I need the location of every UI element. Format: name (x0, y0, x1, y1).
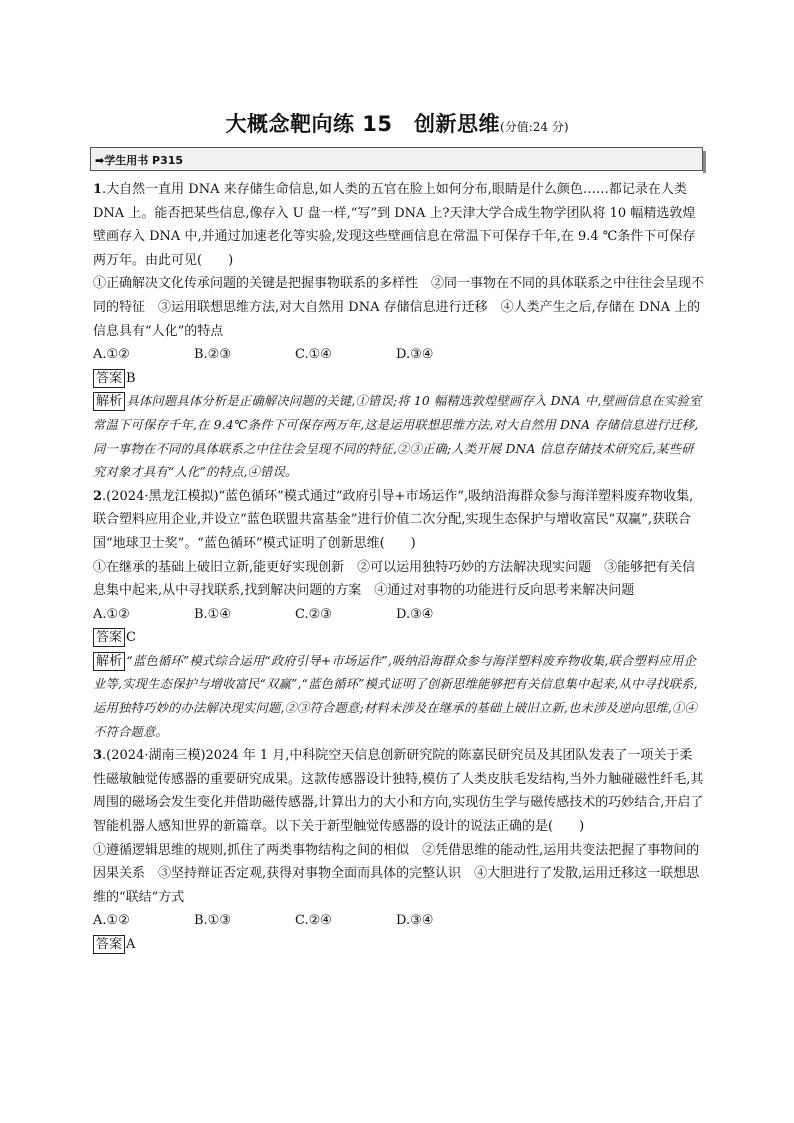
question-3-stem-text: .(2024·湖南三模)2024 年 1 月,中科院空天信息创新研究院的陈嘉民研究员及其团队发表了一项关于柔性磁敏触觉传感器的重要研究成果。这款传感器设计独特,模仿了人类皮肤毛发结构,当外力触碰磁性纤毛,其周围的磁场会发生变化并借助磁传感器,计算出力的大小和方向,实现仿生学与磁传感技术的巧妙结合,开启了智能机器人感知世界的新篇章。以下关于新型触觉传感器的设计的说法正确的是( ) (93, 748, 704, 835)
choice-c: C.①④ (295, 347, 332, 363)
student-book-reference-bar (90, 147, 703, 171)
explanation-label: 解析 (93, 652, 125, 671)
question-3-stem (93, 744, 705, 838)
question-3-answer (93, 933, 705, 957)
answer-label: 答案 (93, 935, 125, 954)
choice-a: A.①② (93, 606, 130, 622)
question-2-number: 2 (93, 488, 103, 504)
question-1-answer (93, 367, 705, 391)
choice-c: C.②③ (295, 606, 332, 622)
question-1 (93, 178, 705, 485)
question-2-stem-text: .(2024·黑龙江模拟)“蓝色循环”模式通过“政府引导+市场运作”,吸纳沿海群众参与海洋塑料废弃物收集,联合塑料应用企业,并设立“蓝色联盟共富基金”进行价值二次分配,实现生态保护与增收富民“双赢”,获联合国“地球卫士奖”。“蓝色循环”模式证明了创新思维( ) (93, 488, 694, 551)
question-2 (93, 485, 705, 745)
page-title (0, 108, 794, 138)
answer-value: A (126, 937, 136, 952)
choice-b: B.①③ (194, 913, 231, 929)
question-2-choices (93, 603, 705, 627)
question-3-number: 3 (93, 748, 103, 764)
title-main: 大概念靶向练 15 创新思维 (225, 112, 501, 136)
question-2-answer (93, 626, 705, 650)
choice-a: A.①② (93, 913, 130, 929)
question-1-stem-text: .大自然一直用 DNA 来存储生命信息,如人类的五官在脸上如何分布,眼睛是什么颜色……都记录在人类 DNA 上。能否把某些信息,像存入 U 盘一样,“写”到 DNA 上?天津大学合成生物学团队将 10 幅精选敦煌壁画存入 DNA 中,并通过加速老化等实验,发现这些壁画信息在常温下可保存千年,在 9.4 ℃条件下可保存两万年。由此可见( ) (93, 182, 696, 268)
question-1-number: 1 (93, 182, 103, 197)
explanation-text: “蓝色循环”模式综合运用“政府引导+市场运作”,吸纳沿海群众参与海洋塑料废弃物收集,联合塑料应用企业等,实现生态保护与增收富民“双赢”,“蓝色循环”模式证明了创新思维能够把有关信息集中起来,从中寻找联系,运用独特巧妙的办法解决现实问题,②③符合题意;材料未涉及在继承的基础上破旧立新,也未涉及逆向思维,①④不符合题意。 (93, 653, 698, 739)
question-1-choices (93, 343, 705, 367)
choice-d: D.③④ (396, 913, 434, 929)
question-1-stem (93, 178, 705, 272)
question-2-options: ①在继承的基础上破旧立新,能更好实现创新 ②可以运用独特巧妙的方法解决现实问题 ③能够把有关信息集中起来,从中寻找联系,找到解决问题的方案 ④通过对事物的功能进行反向思考来解决问题 (93, 559, 696, 599)
choice-d: D.③④ (396, 347, 434, 363)
choice-b: B.②③ (194, 347, 231, 363)
answer-label: 答案 (93, 369, 125, 388)
question-1-options: ①正确解决文化传承问题的关键是把握事物联系的多样性 ②同一事物在不同的具体联系之中往往会呈现不同的特征 ③运用联想思维方法,对大自然用 DNA 存储信息进行迁移 ④人类产生之后,存储在 DNA 上的信息具有“人化”的特点 (93, 276, 705, 339)
student-book-reference: ➡学生用书 P315 (95, 154, 184, 167)
choice-b: B.①④ (194, 606, 231, 622)
answer-label: 答案 (93, 628, 125, 647)
explanation-label: 解析 (93, 392, 125, 411)
choice-c: C.②④ (295, 913, 332, 929)
question-list (93, 178, 705, 957)
choice-a: A.①② (93, 347, 130, 363)
answer-value: C (126, 630, 136, 646)
question-3-options: ①遵循逻辑思维的规则,抓住了两类事物结构之间的相似 ②凭借思维的能动性,运用共变法把握了事物间的因果关系 ③坚持辩证否定观,获得对事物全面而具体的完整认识 ④大胆进行了发散,运用迁移这一联想思维的“联结”方式 (93, 842, 700, 905)
question-1-explanation (93, 390, 705, 484)
title-score: (分值:24 分) (500, 120, 569, 134)
question-2-explanation (93, 650, 705, 744)
question-3 (93, 744, 705, 956)
question-2-stem (93, 485, 705, 556)
question-3-choices (93, 909, 705, 933)
explanation-text: 具体问题具体分析是正确解决问题的关键,①错误;将 10 幅精选敦煌壁画存入 DNA 中,壁画信息在实验室常温下可保存千年,在 9.4℃条件下可保存两万年,这是运用联想思维方法,对大自然用 DNA 存储信息进行迁移,同一事物在不同的具体联系之中往往会呈现不同的特征,②③正确;人类开展 DNA 信息存储技术研究后,某些研究对象才具有“人化”的特点,④错误。 (93, 394, 702, 480)
choice-d: D.③④ (396, 606, 434, 622)
answer-value: B (126, 370, 136, 386)
